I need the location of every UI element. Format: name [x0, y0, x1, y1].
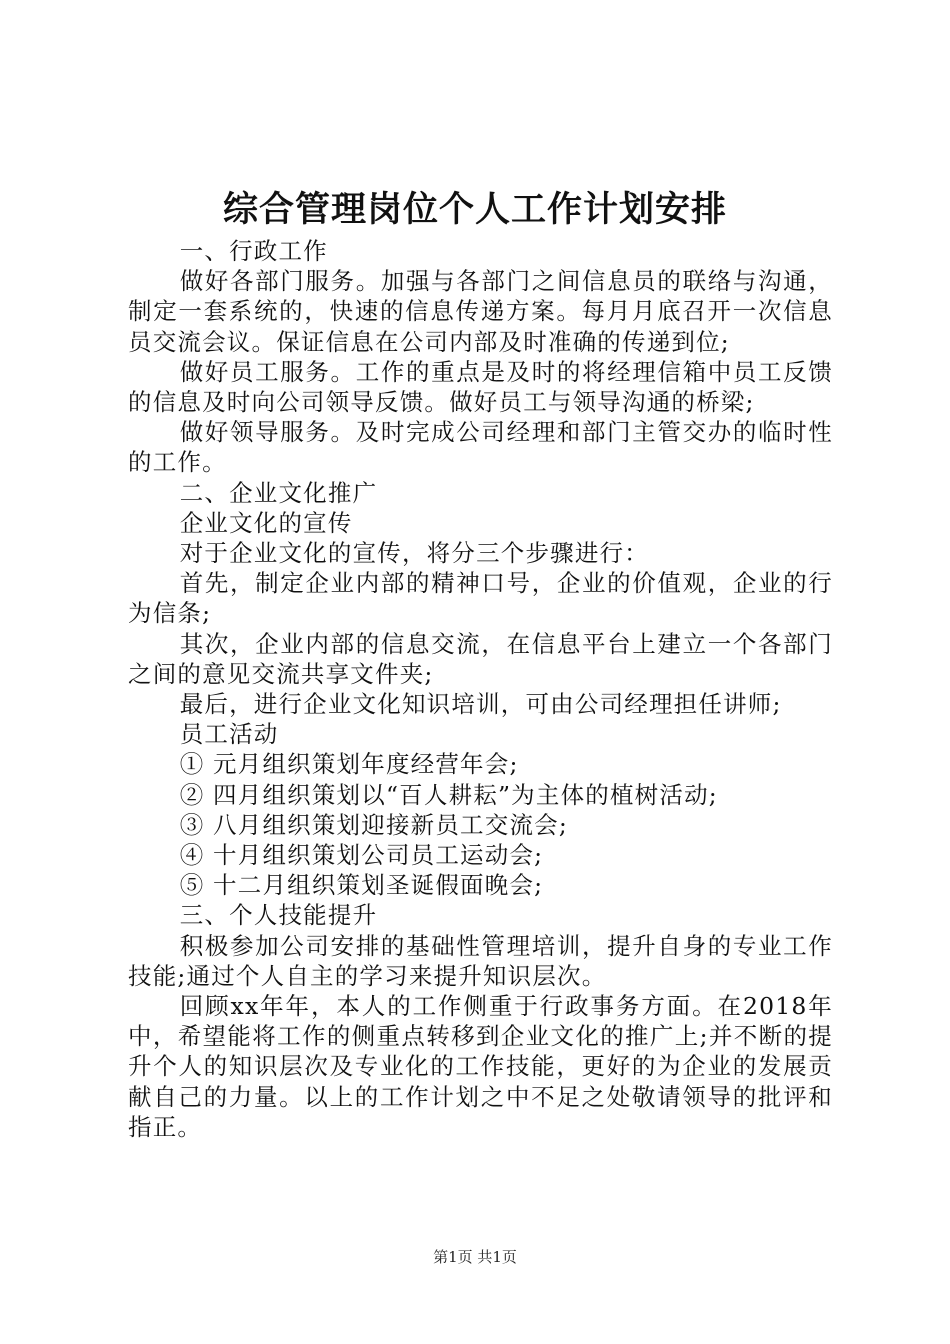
page-footer: 第1页 共1页	[433, 1248, 517, 1266]
subheading-culture-promotion: 企业文化的宣传	[179, 508, 353, 537]
paragraph: 做好员工服务。工作的重点是及时的将经理信箱中员工反馈的信息及时向公司领导反馈。做好员工与领导沟通的桥梁;	[128, 357, 833, 417]
list-item: ① 元月组织策划年度经营年会;	[179, 750, 519, 779]
paragraph: 其次，企业内部的信息交流，在信息平台上建立一个各部门之间的意见交流共享文件夹;	[128, 629, 833, 688]
paragraph: 积极参加公司安排的基础性管理培训，提升自身的专业工作技能;通过个人自主的学习来提升知识层次。	[128, 931, 833, 990]
paragraph: 对于企业文化的宣传，将分三个步骤进行：	[179, 539, 649, 568]
section-heading-administration: 一、行政工作	[179, 237, 328, 265]
list-item: ⑤ 十二月组织策划圣诞假面晚会;	[179, 871, 544, 900]
list-item: ② 四月组织策划以“百人耕耘”为主体的植树活动;	[179, 780, 718, 809]
paragraph: 做好各部门服务。加强与各部门之间信息员的联络与沟通，制定一套系统的，快速的信息传递方案。每月月底召开一次信息员交流会议。保证信息在公司内部及时准确的传递到位;	[128, 267, 833, 356]
paragraph: 首先，制定企业内部的精神口号，企业的价值观，企业的行为信条;	[128, 569, 833, 628]
paragraph: 回顾xx年年，本人的工作侧重于行政事务方面。在2018年中，希望能将工作的侧重点转移到企业文化的推广上;并不断的提升个人的知识层次及专业化的工作技能，更好的为企业的发展贡献自己的力量。以上的工作计划之中不足之处敬请领导的批评和指正。	[128, 992, 833, 1141]
document-body	[128, 236, 833, 1142]
list-item: ④ 十月组织策划公司员工运动会;	[179, 841, 544, 870]
paragraph: 做好领导服务。及时完成公司经理和部门主管交办的临时性的工作。	[128, 418, 833, 477]
section-heading-culture: 二、企业文化推广	[179, 478, 378, 507]
section-heading-skills: 三、个人技能提升	[179, 901, 378, 930]
subheading-staff-activities: 员工活动	[179, 720, 279, 749]
list-item: ③ 八月组织策划迎接新员工交流会;	[179, 810, 568, 839]
document-title: 综合管理岗位个人工作计划安排	[222, 189, 727, 230]
paragraph: 最后，进行企业文化知识培训，可由公司经理担任讲师;	[179, 690, 782, 719]
